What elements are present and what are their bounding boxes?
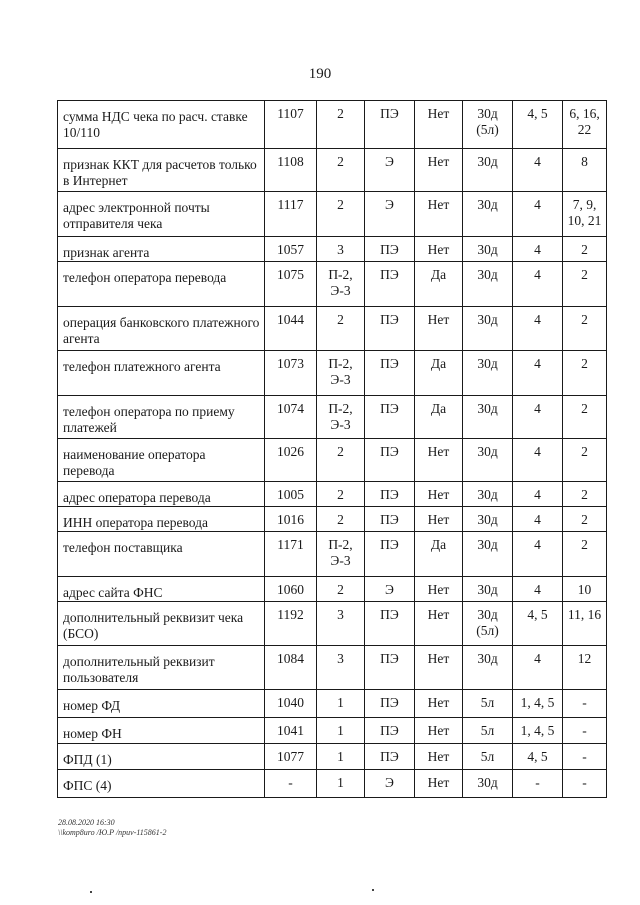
row-tag: - <box>265 770 317 798</box>
row-name: ФПС (4) <box>58 770 265 798</box>
row-notes: 6, 16, 22 <box>563 101 607 149</box>
row-period: 30д <box>463 507 513 532</box>
row-notes: 12 <box>563 646 607 690</box>
row-version: 3 <box>317 237 365 262</box>
row-required: Нет <box>415 192 463 237</box>
row-notes: 8 <box>563 149 607 192</box>
row-required: Да <box>415 262 463 307</box>
row-links: 4 <box>513 646 563 690</box>
row-format: ПЭ <box>365 532 415 577</box>
row-format: ПЭ <box>365 718 415 744</box>
row-version: П-2, Э-3 <box>317 262 365 307</box>
row-links: 4, 5 <box>513 602 563 646</box>
row-period: 30д <box>463 262 513 307</box>
row-tag: 1077 <box>265 744 317 770</box>
row-links: 4 <box>513 507 563 532</box>
row-tag: 1171 <box>265 532 317 577</box>
table-row <box>58 507 607 532</box>
row-required: Нет <box>415 149 463 192</box>
row-period: 30д <box>463 237 513 262</box>
row-name: наименование оператора перевода <box>58 439 265 482</box>
row-period: 30д <box>463 577 513 602</box>
row-format: ПЭ <box>365 482 415 507</box>
row-notes: 2 <box>563 396 607 439</box>
row-name: признак агента <box>58 237 265 262</box>
row-notes: 2 <box>563 439 607 482</box>
row-tag: 1117 <box>265 192 317 237</box>
table-row <box>58 307 607 351</box>
row-required: Нет <box>415 101 463 149</box>
table-row <box>58 690 607 718</box>
page-number: 190 <box>308 66 332 82</box>
row-name: операция банковского платежного агента <box>58 307 265 351</box>
row-links: 4 <box>513 396 563 439</box>
row-name: признак ККТ для расчетов только в Интернет <box>58 149 265 192</box>
row-links: 4 <box>513 237 563 262</box>
row-required: Нет <box>415 770 463 798</box>
row-period: 30д <box>463 192 513 237</box>
row-tag: 1040 <box>265 690 317 718</box>
row-required: Нет <box>415 718 463 744</box>
row-links: 4, 5 <box>513 744 563 770</box>
row-name: адрес сайта ФНС <box>58 577 265 602</box>
row-tag: 1057 <box>265 237 317 262</box>
row-version: П-2, Э-3 <box>317 532 365 577</box>
row-links: - <box>513 770 563 798</box>
row-name: дополнительный реквизит пользователя <box>58 646 265 690</box>
row-links: 4 <box>513 351 563 396</box>
row-notes: 2 <box>563 307 607 351</box>
row-period: 5л <box>463 744 513 770</box>
row-format: ПЭ <box>365 101 415 149</box>
row-required: Нет <box>415 439 463 482</box>
row-name: ФПД (1) <box>58 744 265 770</box>
row-required: Да <box>415 351 463 396</box>
row-period: 30д (5л) <box>463 101 513 149</box>
scan-speck <box>372 889 374 891</box>
table-row <box>58 532 607 577</box>
row-format: ПЭ <box>365 602 415 646</box>
table-row <box>58 351 607 396</box>
table-row <box>58 396 607 439</box>
table-row <box>58 646 607 690</box>
table-row <box>58 101 607 149</box>
row-links: 4 <box>513 149 563 192</box>
row-tag: 1073 <box>265 351 317 396</box>
row-version: 2 <box>317 307 365 351</box>
row-tag: 1016 <box>265 507 317 532</box>
row-links: 4 <box>513 482 563 507</box>
row-name: телефон оператора по приему платежей <box>58 396 265 439</box>
row-period: 5л <box>463 718 513 744</box>
row-links: 4, 5 <box>513 101 563 149</box>
row-name: телефон платежного агента <box>58 351 265 396</box>
row-format: ПЭ <box>365 744 415 770</box>
row-period: 30д <box>463 351 513 396</box>
row-tag: 1060 <box>265 577 317 602</box>
row-period: 30д <box>463 396 513 439</box>
row-tag: 1044 <box>265 307 317 351</box>
row-format: Э <box>365 770 415 798</box>
row-required: Нет <box>415 237 463 262</box>
row-links: 1, 4, 5 <box>513 718 563 744</box>
row-version: 2 <box>317 149 365 192</box>
row-format: ПЭ <box>365 646 415 690</box>
row-format: ПЭ <box>365 307 415 351</box>
row-period: 30д <box>463 149 513 192</box>
table-row <box>58 262 607 307</box>
row-tag: 1074 <box>265 396 317 439</box>
table-row <box>58 770 607 798</box>
row-name: дополнительный реквизит чека (БСО) <box>58 602 265 646</box>
row-required: Нет <box>415 482 463 507</box>
row-format: ПЭ <box>365 396 415 439</box>
row-version: П-2, Э-3 <box>317 351 365 396</box>
row-tag: 1192 <box>265 602 317 646</box>
row-version: 3 <box>317 646 365 690</box>
scan-speck <box>90 891 92 893</box>
row-version: П-2, Э-3 <box>317 396 365 439</box>
row-notes: - <box>563 770 607 798</box>
row-version: 2 <box>317 101 365 149</box>
row-links: 4 <box>513 532 563 577</box>
row-notes: - <box>563 744 607 770</box>
table-row <box>58 482 607 507</box>
table-row <box>58 577 607 602</box>
row-tag: 1107 <box>265 101 317 149</box>
row-required: Нет <box>415 646 463 690</box>
row-version: 2 <box>317 482 365 507</box>
table-row <box>58 602 607 646</box>
print-timestamp: 28.08.2020 16:30 <box>58 818 115 827</box>
table-row <box>58 192 607 237</box>
row-format: ПЭ <box>365 262 415 307</box>
row-required: Нет <box>415 307 463 351</box>
row-notes: - <box>563 718 607 744</box>
row-name: телефон поставщика <box>58 532 265 577</box>
requisites-table <box>57 100 607 798</box>
print-stamp <box>58 818 166 838</box>
row-notes: 7, 9, 10, 21 <box>563 192 607 237</box>
row-required: Да <box>415 532 463 577</box>
table-row <box>58 149 607 192</box>
row-name: номер ФД <box>58 690 265 718</box>
row-name: номер ФН <box>58 718 265 744</box>
row-format: ПЭ <box>365 439 415 482</box>
row-format: Э <box>365 149 415 192</box>
row-links: 4 <box>513 307 563 351</box>
row-notes: - <box>563 690 607 718</box>
row-version: 3 <box>317 602 365 646</box>
row-name: телефон оператора перевода <box>58 262 265 307</box>
row-links: 4 <box>513 262 563 307</box>
row-version: 1 <box>317 690 365 718</box>
row-required: Нет <box>415 507 463 532</box>
table-body <box>58 101 607 798</box>
row-format: ПЭ <box>365 690 415 718</box>
row-notes: 2 <box>563 507 607 532</box>
row-notes: 2 <box>563 482 607 507</box>
row-tag: 1026 <box>265 439 317 482</box>
row-required: Нет <box>415 690 463 718</box>
row-tag: 1041 <box>265 718 317 744</box>
row-format: Э <box>365 577 415 602</box>
row-format: Э <box>365 192 415 237</box>
row-required: Нет <box>415 744 463 770</box>
row-version: 2 <box>317 577 365 602</box>
row-links: 4 <box>513 577 563 602</box>
row-required: Нет <box>415 577 463 602</box>
row-tag: 1075 <box>265 262 317 307</box>
row-notes: 2 <box>563 532 607 577</box>
row-notes: 2 <box>563 237 607 262</box>
row-links: 4 <box>513 439 563 482</box>
row-period: 30д <box>463 439 513 482</box>
row-name: сумма НДС чека по расч. ставке 10/110 <box>58 101 265 149</box>
row-notes: 2 <box>563 262 607 307</box>
row-format: ПЭ <box>365 507 415 532</box>
row-period: 30д <box>463 307 513 351</box>
row-period: 30д <box>463 532 513 577</box>
row-period: 30д <box>463 482 513 507</box>
row-tag: 1084 <box>265 646 317 690</box>
row-version: 2 <box>317 439 365 482</box>
row-tag: 1005 <box>265 482 317 507</box>
table-row <box>58 237 607 262</box>
document-reference: \\komp8uro /Ю.Р /npuv-115861-2 <box>58 828 167 837</box>
row-version: 1 <box>317 718 365 744</box>
row-name: ИНН оператора перевода <box>58 507 265 532</box>
table-row <box>58 744 607 770</box>
row-required: Да <box>415 396 463 439</box>
table-row <box>58 439 607 482</box>
row-period: 30д <box>463 770 513 798</box>
row-links: 1, 4, 5 <box>513 690 563 718</box>
row-period: 5л <box>463 690 513 718</box>
row-version: 1 <box>317 770 365 798</box>
row-period: 30д <box>463 646 513 690</box>
row-version: 2 <box>317 192 365 237</box>
row-tag: 1108 <box>265 149 317 192</box>
row-required: Нет <box>415 602 463 646</box>
row-version: 2 <box>317 507 365 532</box>
row-name: адрес электронной почты отправителя чека <box>58 192 265 237</box>
row-version: 1 <box>317 744 365 770</box>
table-row <box>58 718 607 744</box>
row-notes: 2 <box>563 351 607 396</box>
row-format: ПЭ <box>365 237 415 262</box>
row-format: ПЭ <box>365 351 415 396</box>
row-name: адрес оператора перевода <box>58 482 265 507</box>
row-period: 30д (5л) <box>463 602 513 646</box>
row-notes: 10 <box>563 577 607 602</box>
row-notes: 11, 16 <box>563 602 607 646</box>
row-links: 4 <box>513 192 563 237</box>
